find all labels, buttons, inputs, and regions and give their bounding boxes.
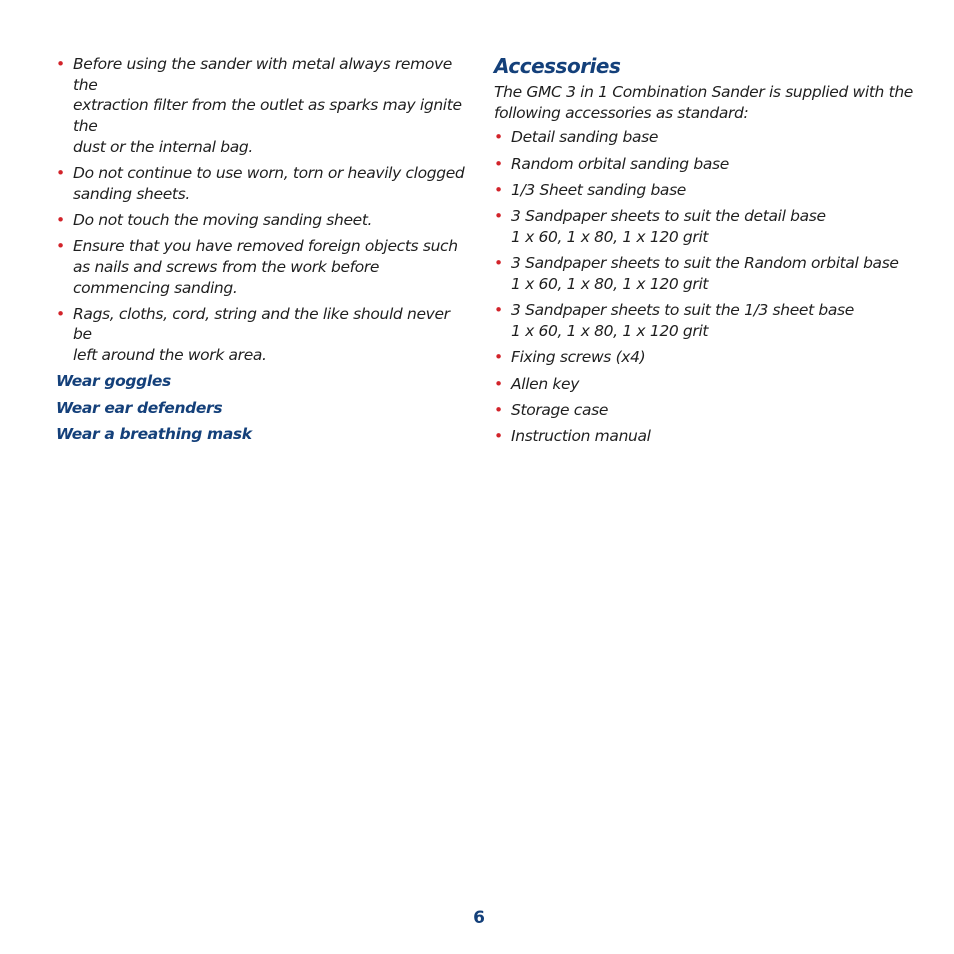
list-item-text: Do not touch the moving sanding sheet. <box>73 210 373 229</box>
bullet-dot-icon: • <box>494 400 503 419</box>
bullet-dot-icon: • <box>56 304 65 323</box>
list-item-text: Do not continue to use worn, torn or heavily clogged sanding sheets. <box>73 164 465 203</box>
warning-breathing-mask: Wear a breathing mask <box>56 425 252 444</box>
list-item <box>494 300 914 341</box>
list-item <box>494 374 914 395</box>
list-item-text: Fixing screws (x4) <box>511 348 646 367</box>
list-item <box>56 210 466 231</box>
list-item-text: Allen key <box>511 374 580 393</box>
list-item <box>494 154 914 175</box>
list-item <box>494 180 914 201</box>
list-item-text: 3 Sandpaper sheets to suit the 1/3 sheet base 1 x 60, 1 x 80, 1 x 120 grit <box>511 301 854 340</box>
bullet-dot-icon: • <box>494 348 503 367</box>
bullet-dot-icon: • <box>494 301 503 320</box>
left-column <box>56 0 466 451</box>
safety-warnings <box>56 371 466 444</box>
bullet-dot-icon: • <box>56 237 65 256</box>
bullet-dot-icon: • <box>56 55 65 73</box>
warning-goggles: Wear goggles <box>56 372 171 391</box>
bullet-dot-icon: • <box>494 154 503 173</box>
accessories-list <box>494 127 914 446</box>
bullet-dot-icon: • <box>494 207 503 226</box>
list-item-text: Ensure that you have removed foreign objects such as nails and screws from the work before commencing sanding. <box>73 237 458 297</box>
list-item <box>494 253 914 294</box>
list-item <box>494 400 914 421</box>
list-item <box>494 347 914 368</box>
list-item-text: Storage case <box>511 400 609 419</box>
list-item-text: Detail sanding base <box>511 128 659 147</box>
list-item <box>56 163 466 204</box>
list-item-text: Before using the sander with metal always remove the extraction filter from the outlet as sparks may ignite the dust or the internal bag. <box>73 55 462 156</box>
bullet-dot-icon: • <box>494 427 503 446</box>
bullet-dot-icon: • <box>494 181 503 199</box>
warning-ear-defenders: Wear ear defenders <box>56 398 223 417</box>
bullet-dot-icon: • <box>494 374 503 393</box>
list-item-text: Rags, cloths, cord, string and the like should never be left around the work area. <box>73 304 450 365</box>
list-item-text: Random orbital sanding base <box>511 154 729 173</box>
list-item <box>494 206 914 247</box>
right-column <box>494 0 914 452</box>
safety-list <box>56 54 466 366</box>
bullet-dot-icon: • <box>56 210 65 229</box>
list-item-text: Instruction manual <box>511 427 651 446</box>
list-item <box>56 54 466 158</box>
list-item-text: 3 Sandpaper sheets to suit the Random orbital base 1 x 60, 1 x 80, 1 x 120 grit <box>511 254 899 293</box>
bullet-dot-icon: • <box>494 254 503 273</box>
bullet-dot-icon: • <box>56 164 65 183</box>
list-item <box>494 127 914 148</box>
list-item-text: 3 Sandpaper sheets to suit the detail base 1 x 60, 1 x 80, 1 x 120 grit <box>511 207 826 246</box>
accessories-intro: The GMC 3 in 1 Combination Sander is supplied with the following accessories as standard: <box>494 83 913 122</box>
bullet-dot-icon: • <box>494 128 503 147</box>
list-item <box>56 236 466 298</box>
accessories-heading: Accessories <box>494 54 621 78</box>
list-item <box>56 304 466 366</box>
list-item <box>494 426 914 447</box>
list-item-text: 1/3 Sheet sanding base <box>511 181 686 199</box>
page-number: 6 <box>473 908 485 928</box>
